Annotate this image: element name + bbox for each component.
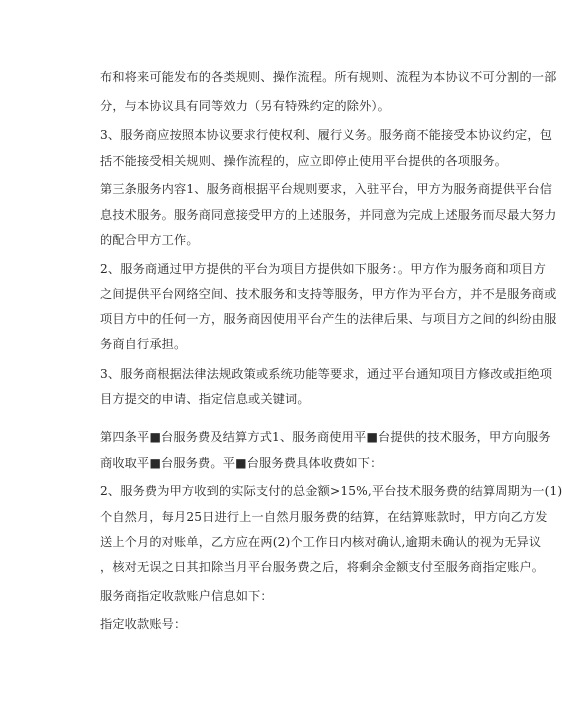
text-line: 送上个月的对账单，乙方应在两(2)个工作日内核对确认,逾期未确认的视为无异议 <box>100 535 542 549</box>
text-line: 商收取平■台服务费。平■台服务费具体收费如下： <box>100 456 383 470</box>
text-line: ，核对无误之日其扣除当月平台服务费之后，将剩余金额支付至服务商指定账户。 <box>100 560 545 574</box>
text-line: 布和将来可能发布的各类规则、操作流程。所有规则、流程为本协议不可分割的一部 <box>100 70 557 84</box>
text-line: 指定收款账号： <box>100 617 187 631</box>
text-line: 分，与本协议具有同等效力（另有特殊约定的除外）。 <box>100 99 390 113</box>
text-line: 务商自行承担。 <box>100 337 187 351</box>
text-line: 括不能接受相关规则、操作流程的，应立即停止使用平台提供的各项服务。 <box>100 154 508 168</box>
text-line: 3、服务商应按照本协议要求行使权利、履行义务。服务商不能接受本协议约定，包 <box>100 128 553 142</box>
text-line: 第四条平■台服务费及结算方式1、服务商使用平■台提供的技术服务，甲方向服务 <box>100 430 551 444</box>
text-line: 的配合甲方工作。 <box>100 233 199 247</box>
text-line: 服务商指定收款账户信息如下： <box>100 589 273 603</box>
text-line: 项目方中的任何一方，服务商因使用平台产生的法律后果、与项目方之间的纠纷由服 <box>100 312 557 326</box>
text-line: 目方提交的申请、指定信息或关键词。 <box>100 392 310 406</box>
text-line: 2、服务商通过甲方提供的平台为项目方提供如下服务：。甲方作为服务商和项目方 <box>100 262 546 276</box>
text-line: 个自然月，每月25日进行上一自然月服务费的结算，在结算账款时，甲方向乙方发 <box>100 510 548 524</box>
text-line: 息技术服务。服务商同意接受甲方的上述服务，并同意为完成上述服务而尽最大努力 <box>100 208 557 222</box>
text-line: 2、服务费为甲方收到的实际支付的总金额>15%,平台技术服务费的结算周期为一(1) <box>100 484 562 498</box>
text-line: 第三条服务内容1、服务商根据平台规则要求，入驻平台，甲方为服务商提供平台信 <box>100 182 553 196</box>
text-line: 3、服务商根据法律法规政策或系统功能等要求，通过平台通知项目方修改或拒绝项 <box>100 367 553 381</box>
text-line: 之间提供平台网络空间、技术服务和支持等服务，甲方作为平台方，并不是服务商或 <box>100 287 557 301</box>
